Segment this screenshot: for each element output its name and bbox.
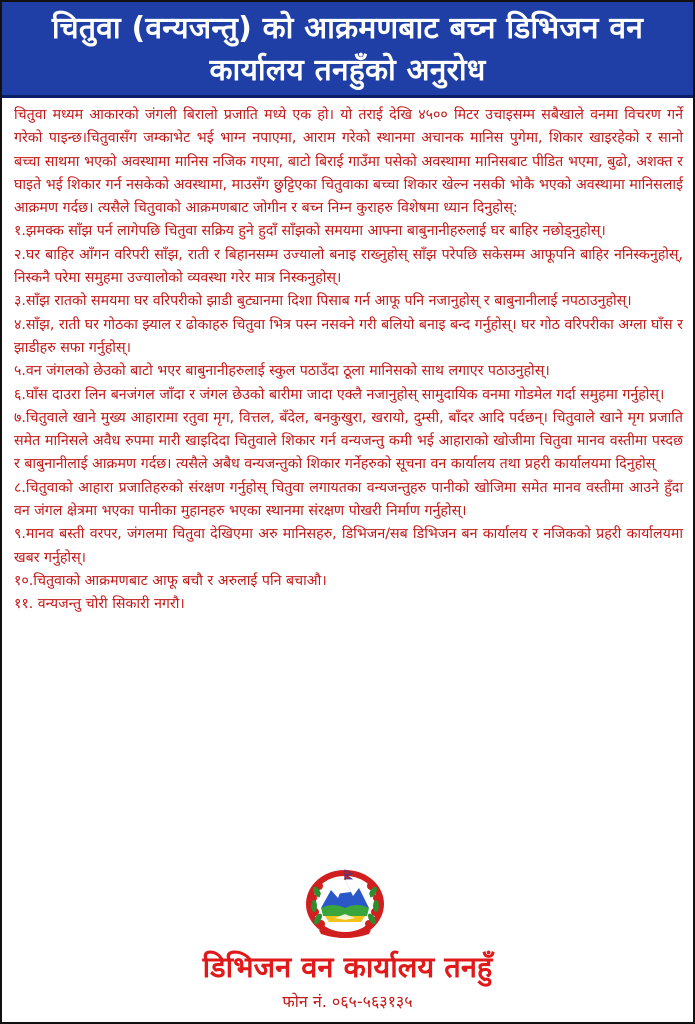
page-title-line-2: कार्यालय तनहुँको अनुरोध [209,53,486,88]
advice-item-5: ५.वन जंगलको छेउको बाटो भएर बाबुनानीहरुलाई स्कुल पठाउँदा ठूला मानिसको साथ लगाएर पठाउनुहोस्। [14,363,550,380]
nepal-government-emblem-icon [305,868,385,938]
office-name: डिभिजन वन कार्यालय तनहुँ [202,950,493,984]
advice-item-1: १.झमक्क साँझ पर्न लागेपछि चितुवा सक्रिय हुने हुदाँ साँझको समयमा आफ्ना बाबुनानीहरुलाई घर बाहिर नछोड्नुहोस्। [14,223,606,240]
advice-item-11: ११. वन्यजन्तु चोरी सिकारी नगरौ। [14,596,185,613]
advice-item-10: १०.चितुवाको आक्रमणबाट आफू बचौ र अरुलाई पनि बचाऔ। [14,572,327,589]
intro-paragraph: चितुवा मध्यम आकारको जंगली बिरालो प्रजाति मध्ये एक हो। यो तराई देखि ४५०० मिटर उचाइसम्म सबैखाले वनमा विचरण गर्ने गरेको पाइन्छ।चितुवासँग जम्काभेट भई भाग्न नपाएमा, आराम गरेको स्थानमा अचानक मानिस पुगेमा, शिकार खाइरहेको र सानो बच्चा साथमा भएको अवस्थामा मानिस नजिक गएमा, बाटो बिराई गाउँमा पसेको अवस्थामा मानिसबाट पीडित भएमा, बुढो, अशक्त र घाइते भई शिकार गर्न नसकेको अवस्थामा, माउसँग छुट्टिएका चितुवाका बच्चा शिकार खेल्न नसकी भोकै भएको अवस्थामा मानिसलाई आक्रमण गर्दछ। त्यसैले चितुवाको आक्रमणबाट जोगीन र बच्न निम्न कुराहरु विशेषमा ध्यान दिनुहोस्: [14,107,683,217]
advice-item-8: ८.चितुवाको आहारा प्रजातिहरुको संरक्षण गर्नुहोस् चितुवा लगायतका वन्यजन्तुहरु पानीको खोजिमा समेत मानव वस्तीमा आउने हुँदा वन जंगल क्षेत्रमा भएका पानीका मुहानहरु भएका स्थानमा संरक्षण पोखरी निर्माण गर्नुहोस्। [14,479,683,520]
phone-number: फोन नं. ०६५-५६३१३५ [282,992,413,1011]
advice-item-7: ७.चितुवाले खाने मुख्य आहारामा रतुवा मृग, वित्तल, बँदेल, बनकुखुरा, खरायो, दुम्सी, बाँदर आदि पर्दछन्। चितुवाले खाने मृग प्रजाति समेत मानिसले अवैध रुपमा मारी खाइदिदा चितुवाले शिकार गर्न वन्यजन्तु कमी भई आहाराको खोजीमा चितुवा मानव वस्तीमा पस्दछ र बाबुनानीलाई आक्रमण गर्दछ। त्यसैले अबैध वन्यजन्तुको शिकार गर्नेहरुको सूचना वन कार्यालय तथा प्रहरी कार्यालयमा दिनुहोस् [14,409,683,473]
advice-item-6: ६.घाँस दाउरा लिन बनजंगल जाँदा र जंगल छेउको बारीमा जादा एक्लै नजानुहोस् सामुदायिक वनमा गोडमेल गर्दा समुहमा गर्नुहोस्। [14,386,665,403]
advice-item-2: २.घर बाहिर आँगन वरिपरी साँझ, राती र बिहानसम्म उज्यालो बनाइ राख्नुहोस् साँझ परेपछि सकेसम्म आफूपनि बाहिर ननिस्कनुहोस्, निस्कनै परेमा समुहमा उज्यालोको व्यवस्था गरेर मात्र निस्कनुहोस्। [14,246,683,287]
advice-item-3: ३.साँझ रातको समयमा घर वरिपरीको झाडी बुट्यानमा दिशा पिसाब गर्न आफू पनि नजानुहोस् र बाबुनानीलाई नपठाउनुहोस्। [14,293,632,310]
title-banner [2,2,693,98]
advice-item-4: ४.साँझ, राती घर गोठका झ्याल र ढोकाहरु चितुवा भित्र पस्न नसक्ने गरी बलियो बनाइ बन्द गर्नुहोस्। घर गोठ वरिपरीका अग्ला घाँस र झाडीहरु सफा गर्नुहोस्। [14,316,683,356]
page-title-line-1: चितुवा (वन्यजन्तु) को आक्रमणबाट बच्न डिभिजन वन [51,11,644,46]
notice-body [2,98,693,617]
advice-item-9: ९.मानव बस्ती वरपर, जंगलमा चितुवा देखिएमा अरु मानिसहरु, डिभिजन/सब डिभिजन बन कार्यालय र नजिकको प्रहरी कार्यालयमा खबर गर्नुहोस्। [14,526,683,566]
